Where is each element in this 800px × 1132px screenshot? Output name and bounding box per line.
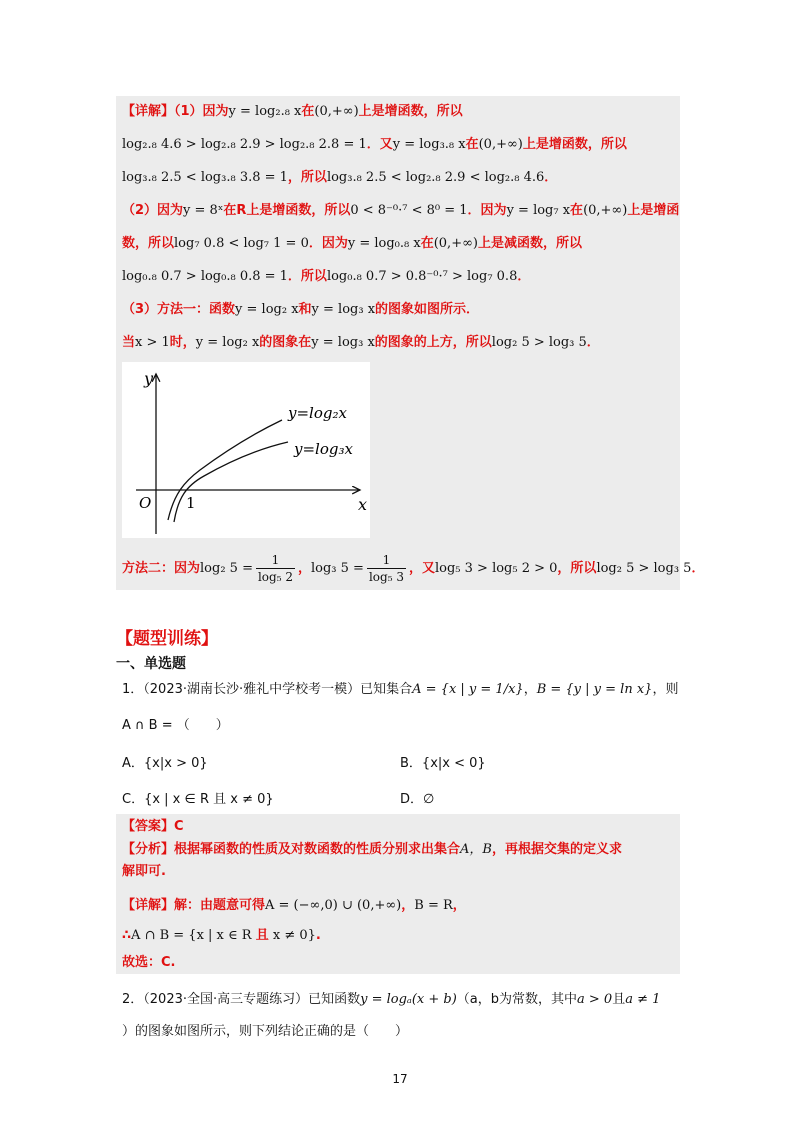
analysis-line-2: 解即可.	[122, 864, 166, 879]
solution-line-6: log₀.₈ 0.7 > log₀.₈ 0.8 = 1．所以log₀.₈ 0.7 > 0.8⁻⁰·⁷ > log₇ 0.8．	[122, 269, 531, 284]
section-title: 【题型训练】	[116, 629, 218, 649]
therefore-line: ∴A ∩ B = {x | x ∈ R 且 x ≠ 0}.	[122, 928, 321, 943]
analysis-line-1: 【分析】根据幂函数的性质及对数函数的性质分别求出集合A，B，再根据交集的定义求	[122, 842, 622, 857]
answer-panel	[116, 814, 680, 974]
origin-label: O	[139, 494, 152, 512]
fraction-1: $\frac{1}{\text{log₅ 2}}$	[257, 553, 293, 584]
question-1-line2: A ∩ B = （ ）	[122, 718, 229, 733]
page-number: 17	[392, 1072, 408, 1086]
section-subtitle: 一、单选题	[116, 656, 186, 672]
solution-line-7: （3）方法一：函数y = log₂ x和y = log₃ x的图象如图所示．	[122, 302, 480, 317]
answer-label: 【答案】C	[122, 819, 184, 834]
curve1-label: y=log₂x	[288, 404, 347, 422]
solution-line-2: log₂.₈ 4.6 > log₂.₈ 2.9 > log₂.₈ 2.8 = 1．又y = log₃.₈ x在(0,+∞)上是增函数，所以	[122, 137, 627, 152]
solution-line-1: 【详解】（1）因为y = log₂.₈ x在(0,+∞)上是增函数，所以	[122, 104, 463, 119]
option-b[interactable]: B．{x|x < 0}	[400, 756, 486, 771]
solution-line-3: log₃.₈ 2.5 < log₃.₈ 3.8 = 1，所以log₃.₈ 2.5 < log₂.₈ 2.9 < log₂.₈ 4.6．	[122, 170, 558, 185]
solution-line-4: （2）因为y = 8ˣ在R上是增函数，所以0 < 8⁻⁰·⁷ < 8⁰ = 1．因为y = log₇ x在(0,+∞)上是增函	[122, 203, 680, 218]
question-1-stem: 1．（2023·湖南长沙·雅礼中学校考一模）已知集合A = {x | y = 1/x}，B = {y | y = ln x}，则	[122, 682, 679, 697]
one-label: 1	[186, 494, 196, 512]
choose-line: 故选：C.	[122, 955, 176, 970]
question-2-stem: 2．（2023·全国·高三专题练习）已知函数y = logₐ(x + b)（a，b为常数，其中a > 0且a ≠ 1	[122, 992, 661, 1007]
log-graph-svg	[122, 362, 370, 538]
question-2-line2: ）的图象如图所示，则下列结论正确的是（ ）	[122, 1024, 409, 1039]
fraction-2: $\frac{1}{\text{log₅ 3}}$	[368, 553, 404, 584]
solution-line-5: 数，所以log₇ 0.8 < log₇ 1 = 0．因为y = log₀.₈ x在(0,+∞)上是减函数，所以	[122, 236, 583, 251]
log-graph	[122, 362, 370, 538]
curve2-label: y=log₃x	[294, 440, 353, 458]
y-axis-label: y	[144, 369, 154, 388]
solution-line-8: 当x > 1时，y = log₂ x的图象在y = log₃ x的图象的上方，所以log₂ 5 > log₃ 5．	[122, 335, 600, 350]
detail-line: 【详解】解：由题意可得A = (−∞,0) ∪ (0,+∞)，B = R，	[122, 898, 466, 913]
option-d[interactable]: D．∅	[400, 792, 435, 807]
option-a[interactable]: A．{x|x > 0}	[122, 756, 208, 771]
solution-method-two: 方法二：因为 log₂ 5 = $\frac{1}{\text{log₅ 2}}$ ， log₃ 5 = $\frac{1}{\text{log₅ 3}}$ ，又 log₅ 3 > log₅ 2 > 0 ，所以 log₂ 5 > log₃ 5 ．	[122, 553, 705, 584]
option-c[interactable]: C．{x | x ∈ R 且 x ≠ 0}	[122, 792, 274, 807]
x-axis-label: x	[358, 495, 368, 514]
